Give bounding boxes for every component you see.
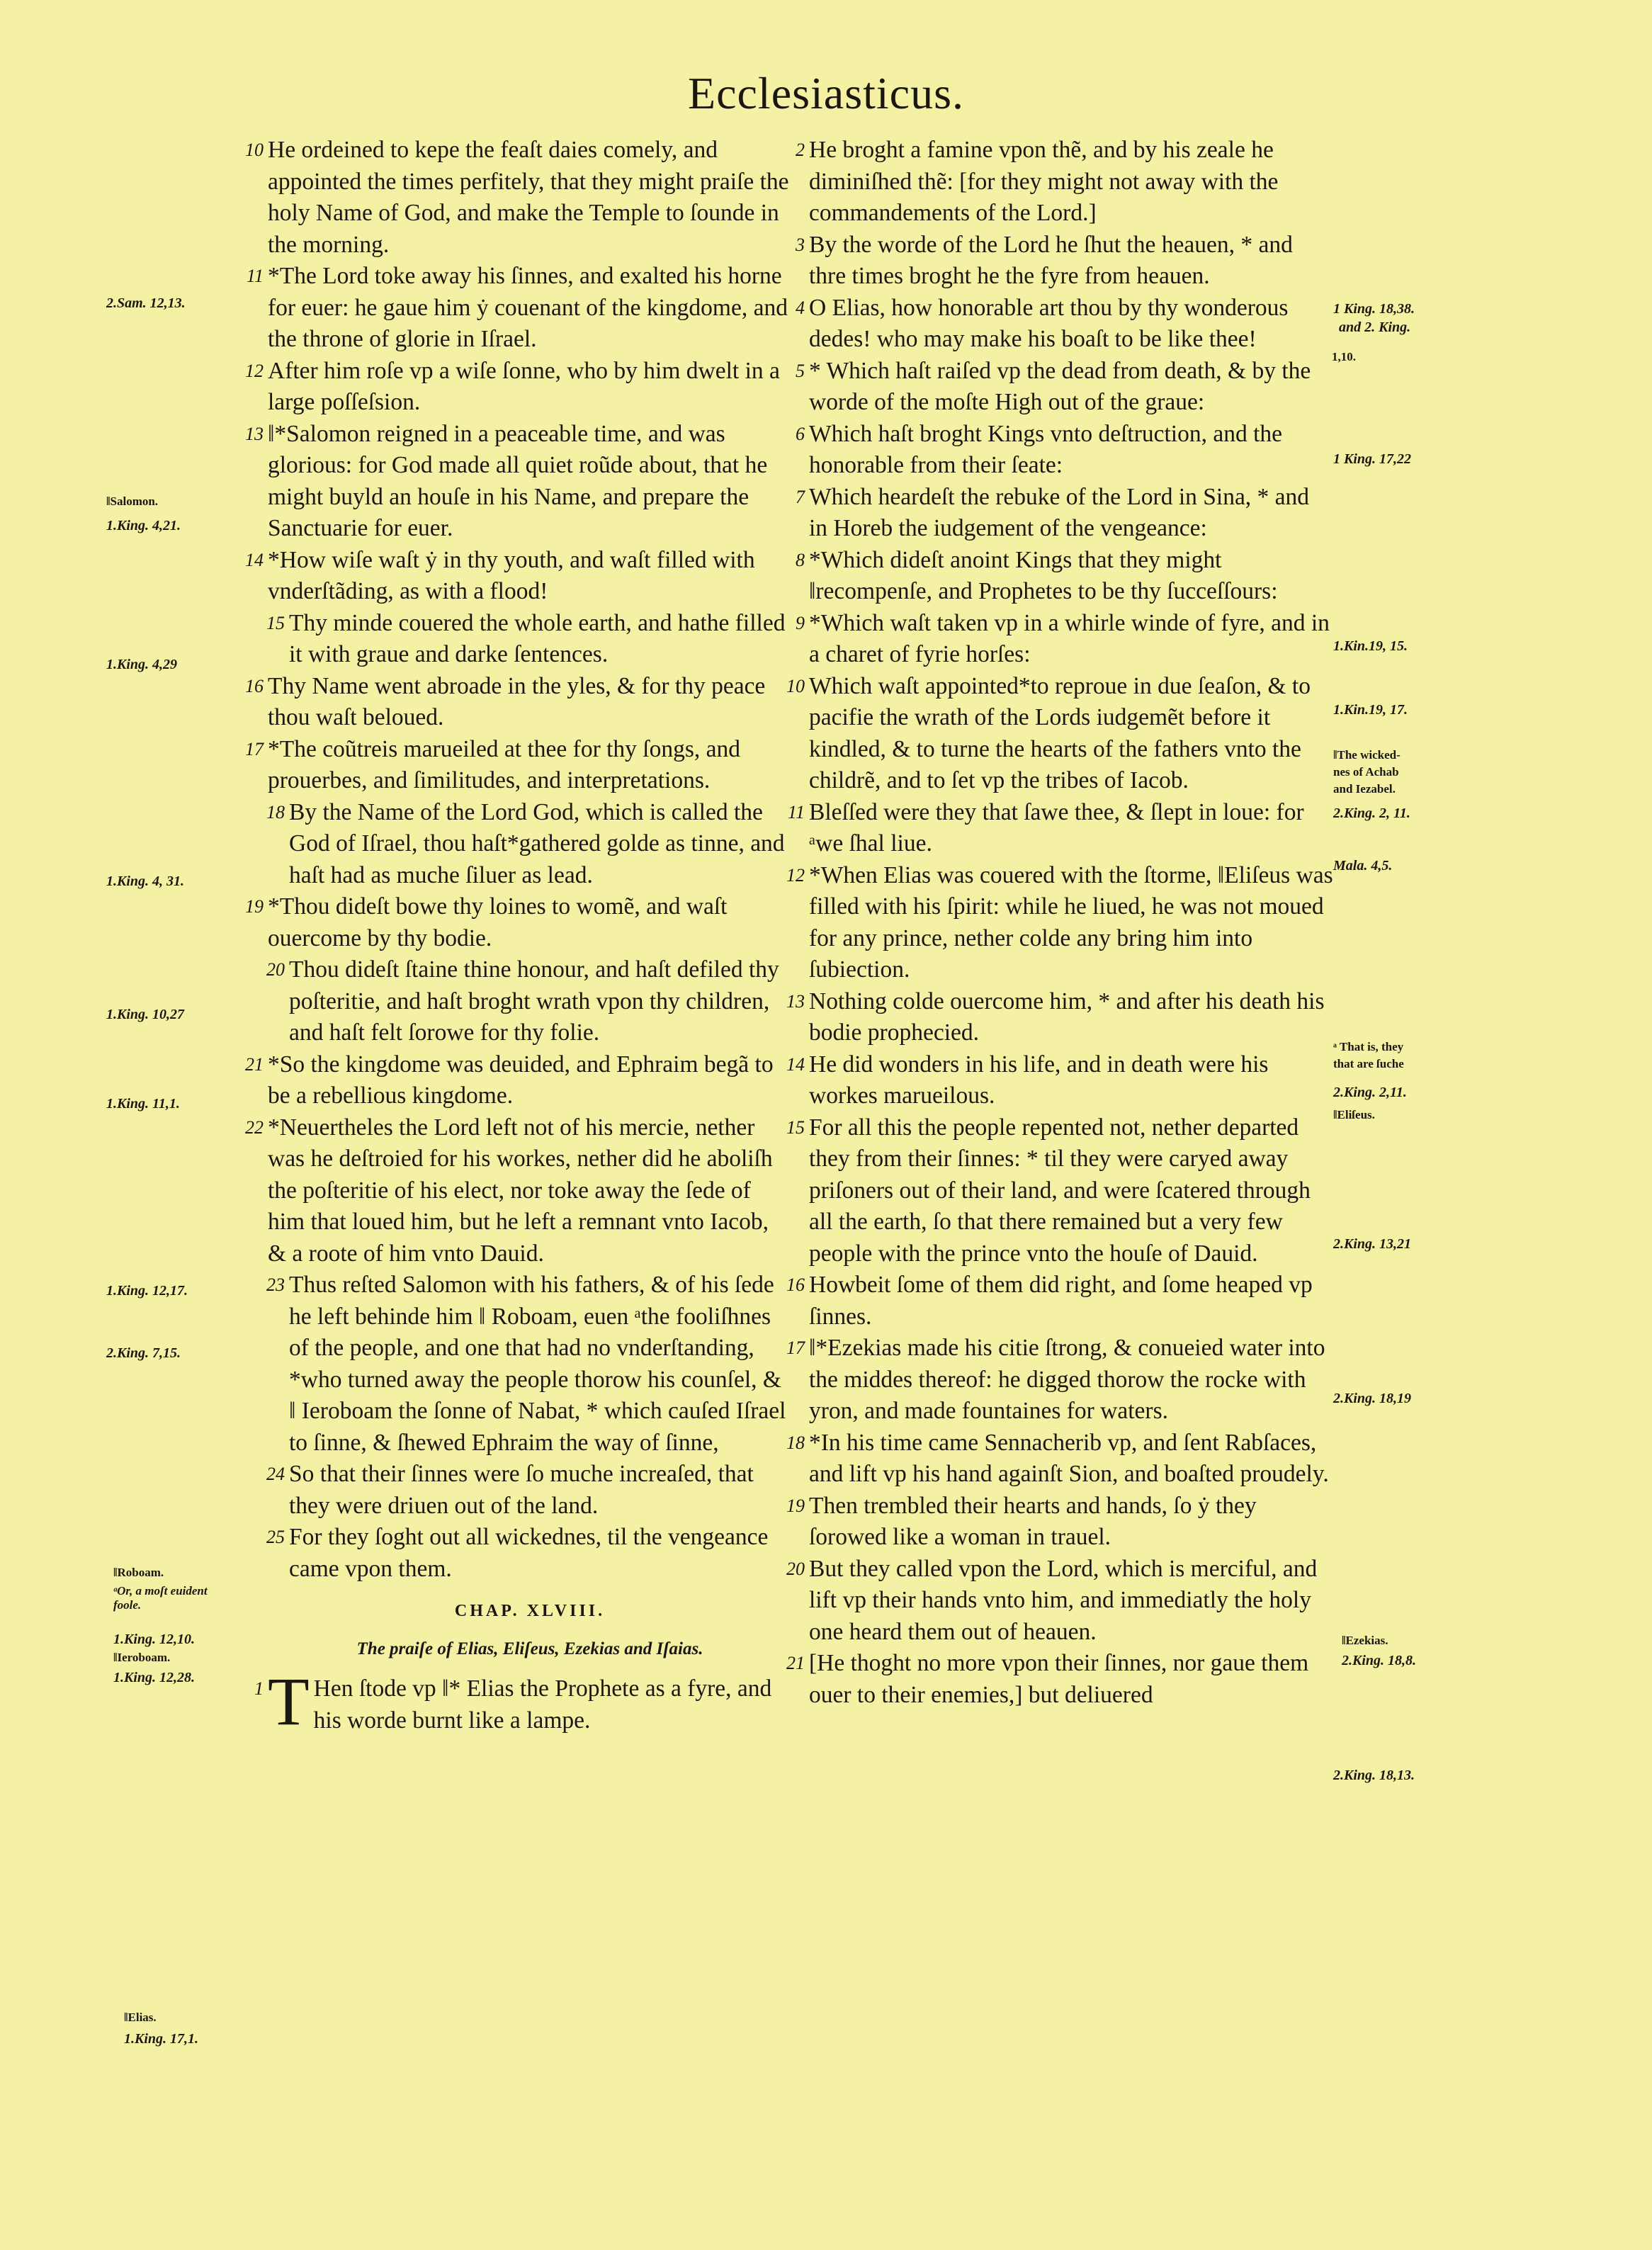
verse bbox=[268, 797, 792, 892]
margin-note: 2.King. 2,11. bbox=[1333, 1085, 1407, 1100]
verse-number: 17 bbox=[786, 1338, 805, 1358]
margin-note: and Iezabel. bbox=[1333, 782, 1396, 796]
verse-text: *Which dideſt anoint Kings that they might ‖recompenſe, and Prophetes to be thy ſucceſſours: bbox=[809, 546, 1278, 604]
margin-note: 2.King. 18,13. bbox=[1333, 1768, 1415, 1783]
verse bbox=[786, 1648, 1333, 1711]
chapter-heading: CHAP. XLVIII. bbox=[454, 1602, 606, 1620]
margin-note: ᵃ That is, they bbox=[1333, 1040, 1404, 1053]
verse bbox=[268, 1522, 792, 1585]
verse-number: 18 bbox=[786, 1432, 805, 1453]
verse-text: *When Elias was couered with the ſtorme, ‖Eliſeus was filled with his ſpirit: while he liued, he was not moued for any prince, nether colde any bring him into ſubiection. bbox=[809, 861, 1333, 983]
left-column bbox=[245, 135, 792, 1739]
verse-number: 15 bbox=[786, 1116, 805, 1138]
verse bbox=[245, 671, 792, 734]
verse bbox=[245, 1049, 792, 1112]
verse-number: 10 bbox=[245, 140, 264, 160]
margin-note: 2.Sam. 12,13. bbox=[106, 295, 186, 311]
verse bbox=[245, 356, 792, 419]
verse bbox=[245, 419, 792, 545]
verse-number: 14 bbox=[245, 549, 264, 570]
verse-number: 5 bbox=[796, 360, 805, 381]
margin-note: ‖Roboam. bbox=[113, 1566, 164, 1579]
verse-number: 7 bbox=[796, 486, 805, 507]
margin-note: and 2. King. bbox=[1339, 320, 1411, 335]
verse-text: *The coũtreis marueiled at thee for thy ſongs, and prouerbes, and ſimilitudes, and interpretations. bbox=[268, 735, 740, 793]
verse-number: 16 bbox=[786, 1274, 805, 1295]
verse bbox=[245, 891, 792, 954]
verse-number: 22 bbox=[245, 1116, 264, 1138]
verse-text: *Neuertheles the Lord left not of his mercie, nether was he deſtroied for his workes, nether did he aboliſh the poſteritie of his elect, nor toke away the ſede of him that loued him, but he left a remnant vnto Iacob, & a roote of him vnto Dauid. bbox=[268, 1114, 773, 1267]
margin-note: that are ſuche bbox=[1333, 1057, 1404, 1070]
verse-number: 3 bbox=[796, 234, 805, 255]
verse bbox=[796, 293, 1333, 356]
verse-text: For they ſoght out all wickednes, til the vengeance came vpon them. bbox=[289, 1524, 769, 1582]
verse-text: *Which waſt taken vp in a whirle winde of fyre, and in a charet of fyrie horſes: bbox=[809, 609, 1330, 667]
verse-number: 11 bbox=[246, 266, 264, 286]
verse-text: * Which haſt raiſed vp the dead from death, & by the worde of the moſte High out of the graue: bbox=[809, 357, 1311, 415]
verse-number: 21 bbox=[245, 1053, 264, 1075]
margin-note: 1 King. 18,38. bbox=[1333, 301, 1415, 317]
verse-number: 20 bbox=[786, 1558, 805, 1579]
verse-text: Hen ſtode vp ‖* Elias the Prophete as a fyre, and his worde burnt like a lampe. bbox=[313, 1675, 772, 1734]
verse bbox=[786, 1491, 1333, 1554]
margin-note: 1.King. 17,1. bbox=[124, 2031, 199, 2047]
verse-text: Thy minde couered the whole earth, and hathe filled it with graue and darke ſentences. bbox=[289, 609, 786, 667]
verse-text: But they called vpon the Lord, which is merciful, and lift vp their hands vnto him, and immediatly the holy one heard them out of heauen. bbox=[809, 1555, 1318, 1645]
margin-note: 1.King. 4,21. bbox=[106, 518, 181, 533]
right-verses-list bbox=[786, 135, 1333, 1711]
verse-text: Which haſt broght Kings vnto deſtruction, and the honorable from their ſeate: bbox=[809, 420, 1283, 478]
verse-number: 11 bbox=[787, 801, 805, 822]
verse-number: 8 bbox=[796, 549, 805, 570]
verse bbox=[786, 1333, 1333, 1428]
verse bbox=[786, 671, 1333, 797]
verse bbox=[786, 986, 1333, 1049]
verse-text: Which waſt appointed*to reproue in due ſeaſon, & to pacifie the wrath of the Lords iudgemẽt before it kindled, & to turne the hearts of the fathers vnto the childrẽ, and to ſet vp the tribes of Iacob. bbox=[809, 672, 1311, 793]
margin-note: 2.King. 7,15. bbox=[106, 1345, 181, 1361]
verse bbox=[796, 419, 1333, 482]
running-head: Ecclesiasticus. bbox=[688, 68, 964, 118]
margin-note: 1.King. 12,10. bbox=[113, 1632, 196, 1647]
verse-text: By the worde of the Lord he ſhut the heauen, * and thre times broght he the fyre from heauen. bbox=[809, 231, 1293, 289]
verse bbox=[786, 1554, 1333, 1649]
margin-note: 1 King. 17,22 bbox=[1333, 451, 1412, 467]
verse-text: O Elias, how honorable art thou by thy wonderous dedes! who may make his boaſt to be like thee! bbox=[809, 294, 1289, 352]
verse-text: *Thou dideſt bowe thy loines to womẽ, and waſt ouercome by thy bodie. bbox=[268, 893, 728, 951]
verse-text: Howbeit ſome of them did right, and ſome heaped vp ſinnes. bbox=[809, 1272, 1313, 1330]
verse-number: 4 bbox=[796, 297, 805, 318]
verse-number: 10 bbox=[786, 675, 805, 696]
verse-text: Nothing colde ouercome him, * and after his death his bodie prophecied. bbox=[809, 988, 1325, 1046]
verse-number: 20 bbox=[266, 959, 285, 980]
verse bbox=[786, 1049, 1333, 1112]
verse-number: 12 bbox=[786, 864, 805, 886]
verse bbox=[245, 734, 792, 797]
margin-note: 2.King. 2, 11. bbox=[1333, 805, 1410, 821]
margin-note: 2.King. 18,8. bbox=[1342, 1653, 1417, 1668]
verse-text: Thou dideſt ſtaine thine honour, and haſt defiled thy poſteritie, and haſt broght wrath vpon thy children, and haſt felt ſorowe for thy folie. bbox=[289, 956, 779, 1046]
margin-note: ‖Elias. bbox=[124, 2011, 157, 2024]
margin-note: 2.King. 18,19 bbox=[1333, 1391, 1412, 1406]
verse bbox=[268, 1459, 792, 1522]
verse-number: 14 bbox=[786, 1053, 805, 1075]
verse-number: 2 bbox=[796, 140, 805, 160]
verse-number: 15 bbox=[266, 612, 285, 633]
verse-text: He did wonders in his life, and in death were his workes marueilous. bbox=[809, 1051, 1269, 1109]
margin-note: Mala. 4,5. bbox=[1333, 858, 1393, 874]
margin-note: 2.King. 13,21 bbox=[1333, 1236, 1412, 1252]
verse bbox=[796, 545, 1333, 608]
verse-chapter-opening bbox=[254, 1663, 792, 1739]
verse-text: ‖*Ezekias made his citie ſtrong, & conueied water into the middes thereof: he digged thorow the rocke with yron, and made fountaines for waters. bbox=[809, 1335, 1325, 1424]
margin-note: 1.King. 4, 31. bbox=[106, 874, 185, 889]
verse bbox=[786, 860, 1333, 986]
verse-number: 24 bbox=[266, 1464, 285, 1484]
verse bbox=[796, 608, 1333, 671]
verse bbox=[268, 608, 792, 671]
margin-note: ‖Eliſeus. bbox=[1333, 1108, 1375, 1121]
margin-note: ᵃOr, a moſt euident foole. bbox=[113, 1584, 208, 1612]
verse-text: He ordeined to kepe the feaſt daies comely, and appointed the times perfitely, that they might praiſe the holy Name of God, and make the Temple to ſounde in the morning. bbox=[268, 137, 789, 258]
verse-text: [He thoght no more vpon their ſinnes, nor gaue them ouer to their enemies,] but deliuered bbox=[809, 1650, 1309, 1708]
verse-text: *So the kingdome was deuided, and Ephraim begã to be a rebellious kingdome. bbox=[268, 1051, 774, 1109]
verse-text: By the Name of the Lord God, which is called the God of Iſrael, thou haſt*gathered golde as tinne, and haſt had as muche ſiluer as lead. bbox=[289, 798, 785, 888]
margin-note: ‖Salomon. bbox=[106, 494, 159, 508]
margin-note: nes of Achab bbox=[1333, 765, 1399, 779]
margin-note: 1.King. 12,17. bbox=[106, 1283, 188, 1299]
verse bbox=[796, 135, 1333, 230]
verse bbox=[245, 1112, 792, 1270]
verse-text: So that their ſinnes were ſo muche increaſed, that they were driuen out of the land. bbox=[289, 1461, 754, 1519]
margin-note: 1.King. 10,27 bbox=[106, 1007, 185, 1022]
verse bbox=[268, 954, 792, 1049]
margin-note: ‖Ezekias. bbox=[1342, 1634, 1388, 1647]
margin-note: ‖The wicked- bbox=[1333, 748, 1401, 762]
verse-text: He broght a famine vpon thẽ, and by his zeale he diminiſhed thẽ: [for they might not away with the commandements of the Lord.] bbox=[809, 137, 1279, 226]
margin-note: 1.Kin.19, 15. bbox=[1333, 638, 1408, 654]
chapter-summary: The praiſe of Elias, Eliſeus, Ezekias and Iſaias. bbox=[356, 1639, 703, 1658]
verse bbox=[787, 797, 1333, 860]
verse-number: 19 bbox=[786, 1495, 805, 1516]
verse-text: Which heardeſt the rebuke of the Lord in Sina, * and in Horeb the iudgement of the vengeance: bbox=[809, 483, 1310, 541]
verse-text: Thus reſted Salomon with his fathers, & of his ſede he left behinde him ‖ Roboam, euen ᵃthe fooliſhnes of the people, and one that had no vnderſtanding, *who turned away the people thorow his counſel, & ‖ Ieroboam the ſonne of Nabat, * which cauſed Iſrael to ſinne, & ſhewed Ephraim the way of ſinne, bbox=[289, 1272, 786, 1456]
verse-number: 23 bbox=[266, 1274, 285, 1295]
verse-text: *How wiſe waſt ẏ in thy youth, and waſt filled with vnderſtãding, as with a flood! bbox=[268, 546, 755, 604]
margin-note: 1.Kin.19, 17. bbox=[1333, 702, 1408, 718]
verse bbox=[786, 1270, 1333, 1333]
margin-note: 1,10. bbox=[1332, 350, 1356, 363]
verse-number: 13 bbox=[245, 423, 264, 444]
verse bbox=[796, 482, 1333, 545]
verse-number: 12 bbox=[245, 360, 264, 381]
verse-number: 13 bbox=[786, 990, 805, 1012]
margin-note: ‖Ieroboam. bbox=[113, 1651, 171, 1664]
verse-text: After him roſe vp a wiſe ſonne, who by him dwelt in a large poſſeſsion. bbox=[268, 357, 780, 415]
verse-text: *The Lord toke away his ſinnes, and exalted his horne for euer: he gaue him ẏ couenant of the kingdome, and the throne of glorie in Iſrael. bbox=[268, 263, 788, 352]
margin-note: 1.King. 4,29 bbox=[106, 657, 178, 672]
verse bbox=[796, 230, 1333, 293]
verse-number: 6 bbox=[796, 423, 805, 444]
verse-text: *In his time came Sennacherib vp, and ſent Rabſaces, and lift vp his hand againſt Sion, and boaſted proudely. bbox=[809, 1429, 1329, 1487]
right-column bbox=[786, 135, 1333, 1711]
margin-note: 1.King. 11,1. bbox=[106, 1096, 180, 1112]
verse-text: Bleſſed were they that ſawe thee, & ſlept in loue: for ᵃwe ſhal liue. bbox=[809, 798, 1304, 857]
verse-text: Thy Name went abroade in the yles, & for thy peace thou waſt beloued. bbox=[268, 672, 766, 730]
verse bbox=[268, 1270, 792, 1459]
verse-number: 18 bbox=[266, 801, 285, 822]
drop-cap-letter: T bbox=[268, 1663, 310, 1739]
verse bbox=[786, 1428, 1333, 1491]
margin-note: 1.King. 12,28. bbox=[113, 1670, 196, 1685]
verse-text: For all this the people repented not, nether departed they from their ſinnes: * til they were caryed away priſoners out of their land, and were ſcatered through all the earth, ſo that there remained but a very few people with the prince vnto the houſe of Dauid. bbox=[809, 1114, 1311, 1267]
verse-number: 17 bbox=[245, 738, 264, 759]
verse-number: 19 bbox=[245, 896, 264, 917]
verse-number: 16 bbox=[245, 675, 264, 696]
verse bbox=[245, 545, 792, 608]
verse-text: ‖*Salomon reigned in a peaceable time, and was glorious: for God made all quiet roũde about, that he might buyld an houſe in his Name, and prepare the Sanctuarie for euer. bbox=[268, 420, 768, 541]
verse-number: 1 bbox=[254, 1678, 264, 1699]
verse bbox=[246, 261, 792, 356]
verse-text: Then trembled their hearts and hands, ſo ẏ they ſorowed like a woman in trauel. bbox=[809, 1492, 1257, 1550]
left-verses-list bbox=[245, 135, 792, 1585]
verse-number: 25 bbox=[266, 1527, 285, 1547]
verse bbox=[245, 135, 792, 261]
verse bbox=[786, 1112, 1333, 1270]
verse-number: 21 bbox=[786, 1653, 805, 1673]
verse bbox=[796, 356, 1333, 419]
verse-number: 9 bbox=[796, 612, 805, 633]
